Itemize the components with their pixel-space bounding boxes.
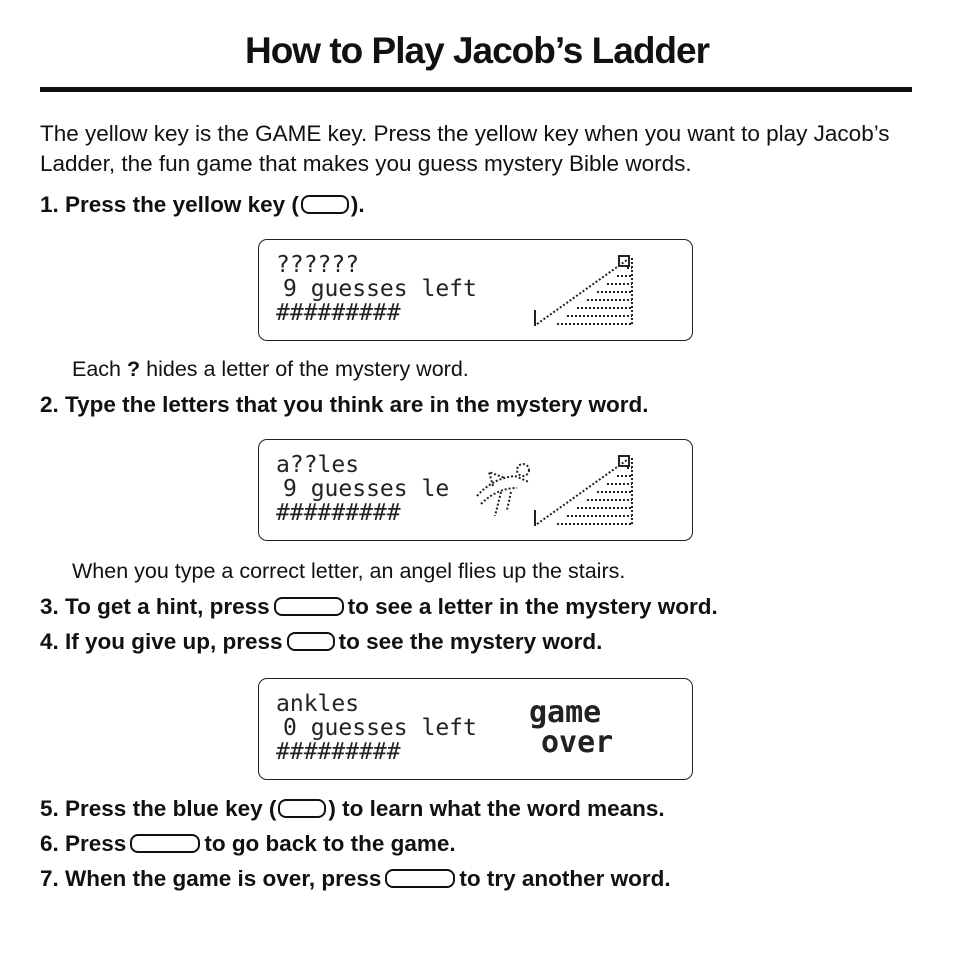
note-2: When you type a correct letter, an angel flies up the stairs. bbox=[72, 559, 626, 583]
screen-3-line-2: 0 guesses left bbox=[283, 715, 477, 741]
step-1-before: 1. Press the yellow key ( bbox=[40, 192, 299, 217]
step-7 bbox=[40, 866, 671, 892]
lcd-screen-2 bbox=[258, 439, 693, 541]
hint-key-icon bbox=[274, 597, 344, 616]
step-6-after: to go back to the game. bbox=[204, 831, 456, 856]
step-1-after: ). bbox=[350, 192, 365, 217]
page-title: How to Play Jacob’s Ladder bbox=[244, 30, 710, 71]
step-7-after: to try another word. bbox=[459, 866, 671, 891]
screen-1-line-3: ######### bbox=[276, 300, 401, 326]
screen-3-over-text: over bbox=[541, 725, 614, 760]
step-4-after: to see the mystery word. bbox=[338, 629, 603, 654]
step-3-before: 3. To get a hint, press bbox=[40, 594, 270, 619]
ladder-stairs-icon bbox=[527, 250, 637, 330]
intro-paragraph: The yellow key is the GAME key. Press the yellow key when you want to play Jacob’s Ladder, the fun game that makes you guess mystery Bible words. bbox=[40, 121, 890, 176]
screen-2-line-2: 9 guesses le bbox=[283, 476, 450, 502]
step-6 bbox=[40, 831, 456, 857]
step-1 bbox=[40, 192, 365, 218]
step-3-after: to see a letter in the mystery word. bbox=[347, 594, 718, 619]
yellow-key-icon bbox=[301, 195, 349, 214]
screen-3-line-3: ######### bbox=[276, 739, 401, 765]
step-4 bbox=[40, 629, 602, 655]
note-1-symbol: ? bbox=[127, 357, 141, 381]
note-1-after: hides a letter of the mystery word. bbox=[146, 357, 469, 381]
screen-2-line-3: ######### bbox=[276, 500, 401, 526]
note-1-before: Each bbox=[72, 357, 122, 381]
screen-1-line-2: 9 guesses left bbox=[283, 276, 477, 302]
step-5-after: ) to learn what the word means. bbox=[328, 796, 665, 821]
ladder-stairs-icon bbox=[527, 450, 637, 530]
screen-3-line-1: ankles bbox=[276, 691, 360, 717]
give-up-key-icon bbox=[287, 632, 335, 651]
step-6-before: 6. Press bbox=[40, 831, 127, 856]
new-word-key-icon bbox=[385, 869, 455, 888]
screen-1-line-1: ?????? bbox=[276, 252, 360, 278]
title-divider bbox=[40, 87, 912, 92]
lcd-screen-3 bbox=[258, 678, 693, 780]
note-1 bbox=[72, 357, 469, 382]
blue-key-icon bbox=[278, 799, 326, 818]
step-7-before: 7. When the game is over, press bbox=[40, 866, 382, 891]
step-5 bbox=[40, 796, 665, 822]
screen-3-game-text: game bbox=[529, 695, 602, 730]
lcd-screen-1 bbox=[258, 239, 693, 341]
step-3 bbox=[40, 594, 718, 620]
step-5-before: 5. Press the blue key ( bbox=[40, 796, 277, 821]
screen-2-line-1: a??les bbox=[276, 452, 360, 478]
step-2: 2. Type the letters that you think are in the mystery word. bbox=[40, 392, 649, 417]
step-4-before: 4. If you give up, press bbox=[40, 629, 283, 654]
back-key-icon bbox=[130, 834, 200, 853]
